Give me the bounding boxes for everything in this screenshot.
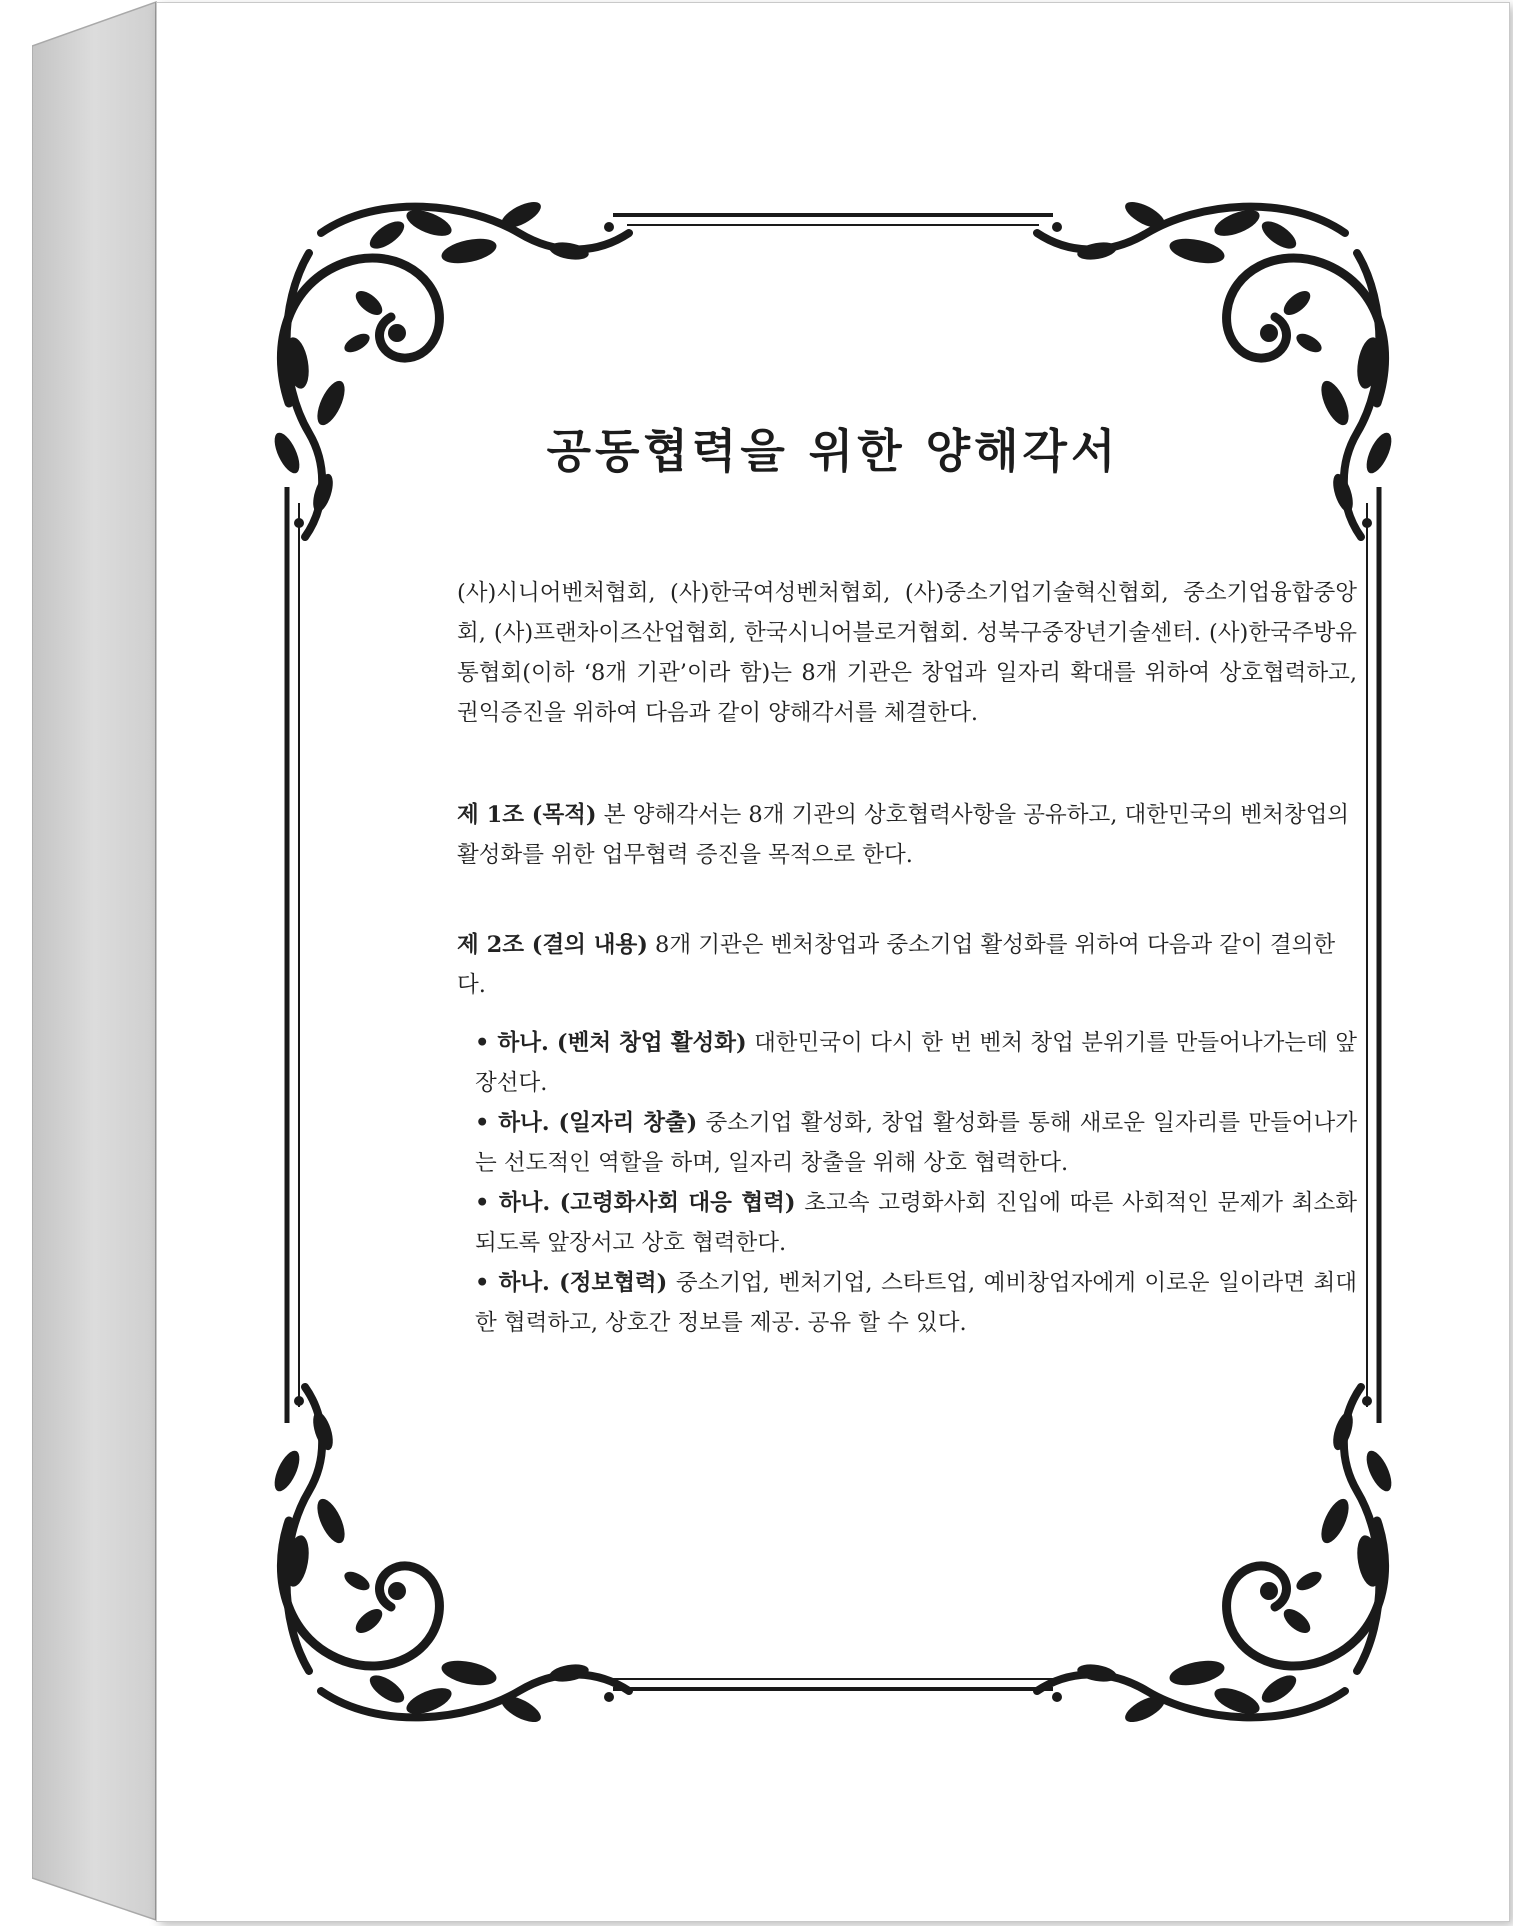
resolution-list [475, 1023, 1357, 1343]
article-2 [457, 925, 1357, 1005]
document-page [156, 2, 1510, 1922]
resolution-item-heading: • 하나. (고령화사회 대응 협력) [475, 1190, 796, 1216]
resolution-item [475, 1183, 1357, 1263]
article-1 [457, 795, 1357, 875]
resolution-item-heading: • 하나. (일자리 창출) [475, 1110, 698, 1136]
resolution-item-heading: • 하나. (정보협력) [475, 1270, 668, 1296]
article-1-body: 본 양해각서는 8개 기관의 상호협력사항을 공유하고, 대한민국의 벤처창업의 활성화를 위한 업무협력 증진을 목적으로 한다. [457, 802, 1350, 868]
resolution-item-text: 중소기업, 벤처기업, 스타트업, 예비창업자에게 이로운 일이라면 최대한 협력하고, 상호간 정보를 제공. 공유 할 수 있다. [475, 1270, 1357, 1336]
article-2-body: 8개 기관은 벤처창업과 중소기업 활성화를 위하여 다음과 같이 결의한다. [457, 932, 1336, 998]
resolution-item [475, 1263, 1357, 1343]
resolution-item [475, 1103, 1357, 1183]
resolution-item-text: 초고속 고령화사회 진입에 따른 사회적인 문제가 최소화되도록 앞장서고 상호 협력한다. [475, 1190, 1357, 1256]
resolution-item [475, 1023, 1357, 1103]
article-1-heading: 제 1조 (목적) [457, 802, 597, 828]
document-body [457, 573, 1357, 1343]
resolution-item-heading: • 하나. (벤처 창업 활성화) [475, 1030, 747, 1056]
resolution-item-text: 대한민국이 다시 한 번 벤처 창업 분위기를 만들어나가는데 앞장선다. [475, 1030, 1357, 1096]
article-2-heading: 제 2조 (결의 내용) [457, 932, 648, 958]
intro-paragraph: (사)시니어벤처협회, (사)한국여성벤처협회, (사)중소기업기술혁신협회, 중소기업융합중앙회, (사)프랜차이즈산업협회, 한국시니어블로거협회. 성북구중장년기술센터. (사)한국주방유통협회(이하 ‘8개 기관’이라 함)는 8개 기관은 창업과 일자리 확대를 위하여 상호협력하고, 권익증진을 위하여 다음과 같이 양해각서를 체결한다. [457, 580, 1357, 726]
resolution-item-text: 중소기업 활성화, 창업 활성화를 통해 새로운 일자리를 만들어나가는 선도적인 역할을 하며, 일자리 창출을 위해 상호 협력한다. [475, 1110, 1357, 1176]
document-title: 공동협력을 위한 양해각서 [546, 424, 1120, 478]
book-spine [32, 0, 160, 1926]
